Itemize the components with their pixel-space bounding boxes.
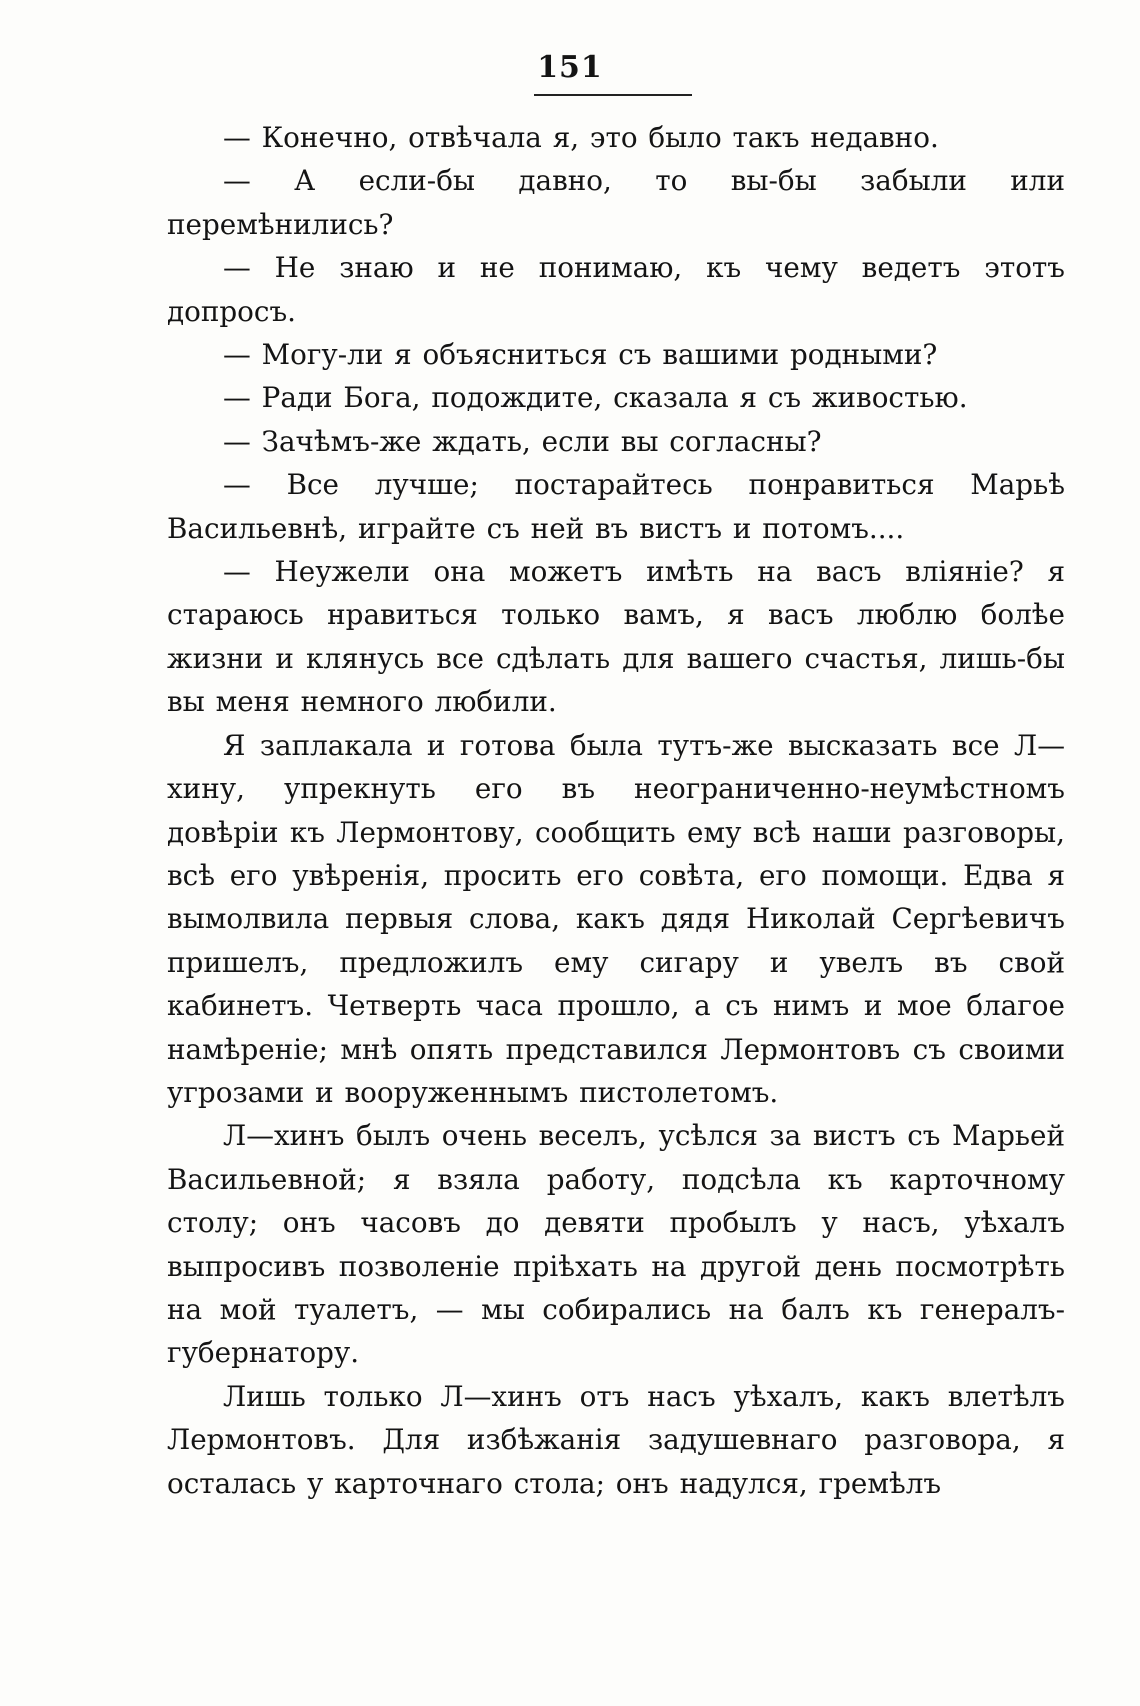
paragraph-11: Лишь только Л—хинъ отъ насъ уѣхалъ, какъ влетѣлъ Лермонтовъ. Для избѣжанія задушевнаго разговора, я осталась у карточнаго стола; онъ надулся, гремѣлъ <box>167 1379 1065 1500</box>
page-number: 151 <box>537 50 603 85</box>
paragraph-8: — Неужели она можетъ имѣть на васъ вліяніе? я стараюсь нравиться только вамъ, я васъ люблю болѣе жизни и клянусь все сдѣлать для вашего счастья, лишь-бы вы меня немного любили. <box>167 555 1065 719</box>
paragraph-9: Я заплакала и готова была тутъ-же высказать все Л—хину, упрекнуть его въ неограниченно-неумѣстномъ довѣріи къ Лермонтову, сообщить ему всѣ наши разговоры, всѣ его увѣренія, просить его совѣта, его помощи. Едва я вымолвила первыя слова, какъ дядя Николай Сергѣевичъ пришелъ, предложилъ ему сигару и увелъ въ свой кабинетъ. Четверть часа прошло, а съ нимъ и мое благое намѣреніе; мнѣ опять представился Лермонтовъ съ своими угрозами и вооруженнымъ пистолетомъ. <box>167 728 1065 1109</box>
paragraph-7: — Все лучше; постарайтесь понравиться Марьѣ Васильевнѣ, играйте съ ней въ вистъ и потомъ.... <box>167 468 1065 545</box>
page-number-rule <box>534 94 692 96</box>
paragraph-1: — Конечно, отвѣчала я, это было такъ недавно. <box>223 121 939 154</box>
paragraph-2: — А если-бы давно, то вы-бы забыли или перемѣнились? <box>167 164 1065 241</box>
paragraph-4: — Могу-ли я объясниться съ вашими родными? <box>223 338 938 372</box>
paragraph-5: — Ради Бога, подождите, сказала я съ живостью. <box>223 381 968 415</box>
paragraph-10: Л—хинъ былъ очень веселъ, усѣлся за вистъ съ Марьей Васильевной; я взяла работу, подсѣла къ карточному столу; онъ часовъ до девяти пробылъ у насъ, уѣхалъ выпросивъ позволеніе пріѣхать на другой день посмотрѣть на мой туалетъ, — мы собирались на балъ къ генералъ-губернатору. <box>167 1119 1065 1370</box>
paragraph-3: — Не знаю и не понимаю, къ чему ведетъ этотъ допросъ. <box>167 251 1065 328</box>
paragraph-6: — Зачѣмъ-же ждать, если вы согласны? <box>223 424 822 458</box>
page-body-text <box>167 116 1065 1505</box>
